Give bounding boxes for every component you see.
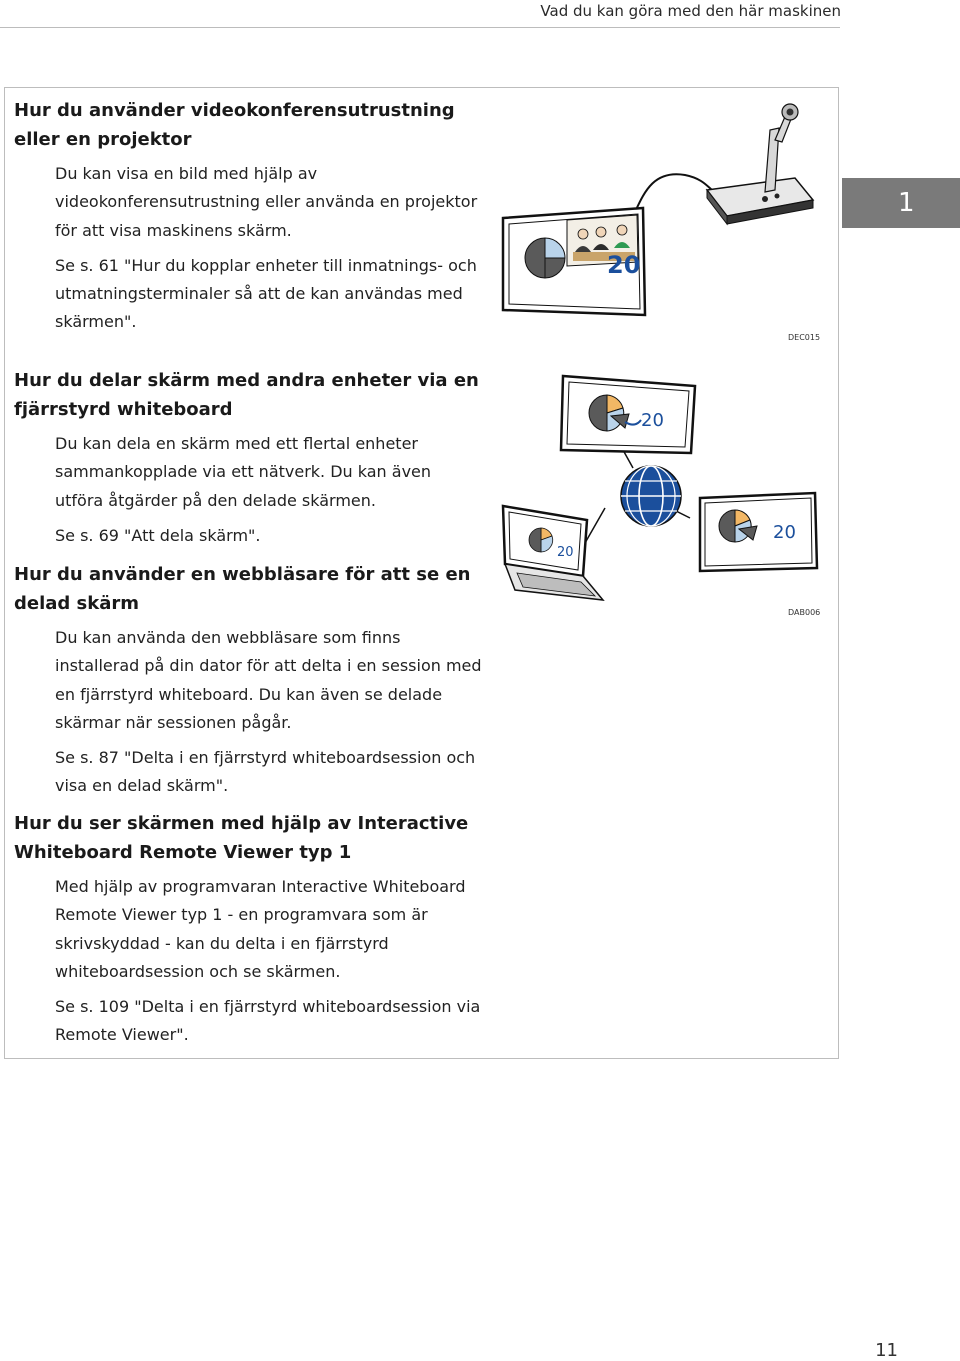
figure-video-conference-illustration [495, 100, 825, 335]
section-reference: Se s. 69 "Att dela skärm". [55, 525, 261, 545]
section-body: Du kan visa en bild med hjälp av videokonferensutrustning eller använda en projektor för att visa maskinens skärm. [55, 164, 478, 240]
section-body: Du kan använda den webbläsare som finns installerad på din dator för att delta i en session med en fjärrstyrd whiteboard. Du kan även se delade skärmar när sessionen pågår. [55, 628, 482, 732]
video-conference-device [707, 104, 813, 224]
section-heading: Hur du använder en webbläsare för att se en delad skärm [14, 564, 471, 614]
section-heading: Hur du delar skärm med andra enheter via en fjärrstyrd whiteboard [14, 370, 479, 420]
board-number-label: 20 [641, 410, 664, 431]
whiteboard-display-top [561, 376, 695, 453]
board-number-label: 20 [773, 522, 796, 543]
board-number-label: 20 [557, 545, 574, 560]
section-reference: Se s. 61 "Hur du kopplar enheter till inmatnings- och utmatningsterminaler så att de kan användas med skärmen". [55, 255, 477, 332]
figure-id-label: DEC015 [788, 333, 821, 342]
chapter-tab: 1 [842, 178, 960, 228]
board-number-label: 20 [607, 251, 641, 279]
section-heading: Hur du ser skärmen med hjälp av Interactive Whiteboard Remote Viewer typ 1 [14, 813, 469, 863]
section-reference: Se s. 109 "Delta i en fjärrstyrd whiteboardsession via Remote Viewer". [55, 997, 481, 1045]
whiteboard-display-right [700, 493, 817, 571]
page-number: 11 [875, 1340, 898, 1361]
figure-id-label: DAB006 [788, 608, 821, 617]
laptop-icon [503, 506, 603, 600]
section-body: Du kan dela en skärm med ett flertal enheter sammankopplade via ett nätverk. Du kan även utföra åtgärder på den delade skärmen. [55, 434, 432, 510]
figure-share-screen-illustration [495, 368, 825, 613]
section-body: Med hjälp av programvaran Interactive Whiteboard Remote Viewer typ 1 - en programvara som är skrivskyddad - kan du delta i en fjärrstyrd whiteboardsession och se skärmen. [55, 877, 466, 981]
section-web-browser [14, 561, 484, 801]
network-globe-icon [621, 466, 681, 526]
section-reference: Se s. 87 "Delta i en fjärrstyrd whiteboardsession och visa en delad skärm". [55, 748, 476, 796]
pie-chart-icon [525, 238, 565, 278]
running-header: Vad du kan göra med den här maskinen [540, 2, 841, 20]
section-remote-viewer [14, 810, 484, 1050]
section-video-conference [14, 97, 484, 337]
section-share-screen [14, 367, 484, 550]
whiteboard-display [503, 208, 645, 315]
header-rule [0, 27, 840, 28]
section-heading: Hur du använder videokonferensutrustning eller en projektor [14, 100, 455, 150]
